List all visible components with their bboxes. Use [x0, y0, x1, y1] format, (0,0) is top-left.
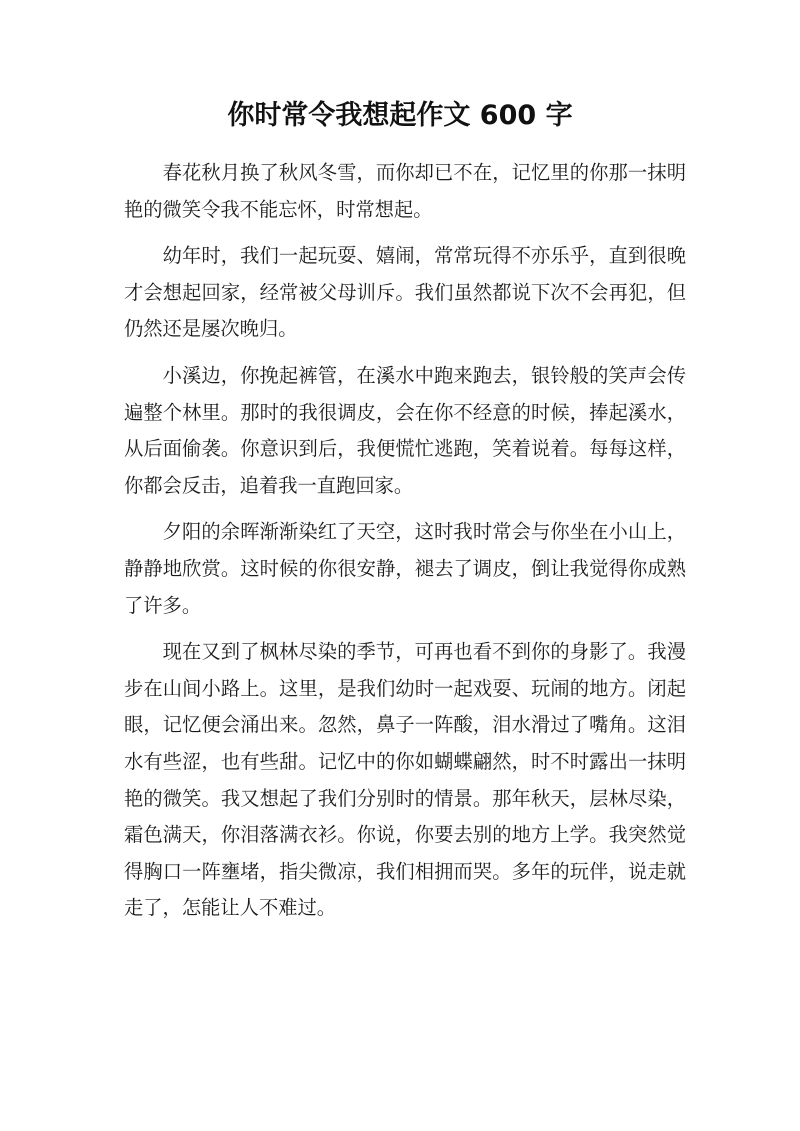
paragraph-4: 夕阳的余晖渐渐染红了天空，这时我时常会与你坐在小山上，静静地欣赏。这时候的你很安静，褪去了调皮，倒让我觉得你成熟了许多。	[124, 520, 686, 617]
document-title: 你时常令我想起作文 600 字	[227, 100, 573, 131]
paragraph-2: 幼年时，我们一起玩耍、嬉闹，常常玩得不亦乐乎，直到很晚才会想起回家，经常被父母训斥。我们虽然都说下次不会再犯，但仍然还是屡次晚归。	[124, 244, 686, 341]
paragraph-5: 现在又到了枫林尽染的季节，可再也看不到你的身影了。我漫步在山间小路上。这里，是我们幼时一起戏耍、玩闹的地方。闭起眼，记忆便会涌出来。忽然，鼻子一阵酸，泪水滑过了嘴角。这泪水有些涩，也有些甜。记忆中的你如蝴蝶翩然，时不时露出一抹明艳的微笑。我又想起了我们分别时的情景。那年秋天，层林尽染，霜色满天，你泪落满衣衫。你说，你要去别的地方上学。我突然觉得胸口一阵壅堵，指尖微凉，我们相拥而哭。多年的玩伴，说走就走了，怎能让人不难过。	[124, 640, 686, 920]
document-body	[124, 155, 686, 937]
paragraph-3: 小溪边，你挽起裤管，在溪水中跑来跑去，银铃般的笑声会传遍整个林里。那时的我很调皮，会在你不经意的时候，捧起溪水，从后面偷袭。你意识到后，我便慌忙逃跑，笑着说着。每每这样，你都会反击，追着我一直跑回家。	[124, 363, 686, 497]
paragraph-1: 春花秋月换了秋风冬雪，而你却已不在，记忆里的你那一抹明艳的微笑令我不能忘怀，时常想起。	[124, 161, 686, 221]
